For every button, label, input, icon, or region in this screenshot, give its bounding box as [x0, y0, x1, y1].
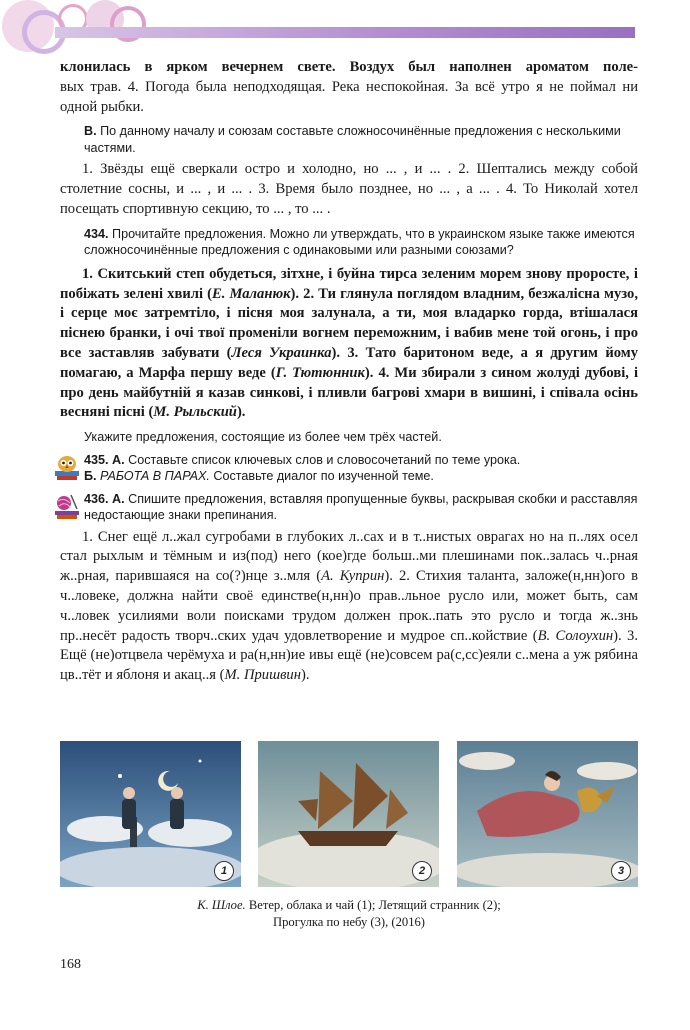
sentence-end: ). [236, 404, 246, 421]
task-text: По данному началу и союзам составьте сложносочинённые предложения с несколькими частями. [84, 124, 621, 155]
task-text: Составьте список ключевых слов и словосочетаний по теме урока. [124, 452, 521, 467]
exercise-number: 436. А. [84, 491, 125, 506]
books-yarn-icon [52, 491, 82, 521]
exercise-436 [60, 491, 638, 524]
exercise-435 [60, 452, 638, 485]
image-caption [60, 897, 638, 931]
exercise-number: 434. [84, 226, 109, 241]
image-badge: 3 [611, 861, 631, 881]
exercise-434-subtask: Укажите предложения, состоящие из более чем трёх частей. [84, 430, 442, 445]
exercise-b-text: 1. Звёзды ещё сверкали остро и холодно, но ... , и ... . 2. Шептались между собой столетние сосны, и ... , и ... . 3. Время было позднее, но ... , а ... . 4. То Николай хотел посещать спортивную секцию, то ... , то ... . [60, 161, 638, 217]
sentence-end: ). [331, 344, 348, 361]
sentence-author: М. Пришвин [224, 667, 301, 684]
image-badge: 2 [412, 861, 432, 881]
caption-line-2: Прогулка по небу (3), (2016) [273, 915, 425, 929]
sentence-text: 1. Снег ещё л..жал сугробами в глубоких л..сах и в т..нистых оврагах но на п..лях осел стал рыхлым и тёмным и из(под) него (кое)где больш..ми плешинами пок..залась ч..рная ж..рная, парившаяся на со(?)нце з..мля ( [60, 528, 638, 585]
exercise-434-task [60, 226, 638, 259]
caption-text: Ветер, облака и чай (1); Летящий странник (2); [245, 898, 501, 912]
sentence-text: 2. Ти глянула поглядом владним, безжалісна музо, і серце моє затремтіло, і пісня моя залунала, а ти, моя владарко горда, втішалася піснею бранки, і очі твої променіли вогнем переможним, і вабив мене той огонь, і про все заставляв забувати ( [60, 285, 638, 361]
sentence-author: Г. Тютюнник [275, 364, 365, 381]
task-text: Прочитайте предложения. Можно ли утверждать, что в украинском языке также имеются сложносочинённые предложения с одинаковыми или разными союзами? [84, 226, 635, 258]
sentence-author: М. Рыльский [153, 404, 237, 421]
illustration-wind-clouds-tea [60, 741, 241, 887]
image-badge: 1 [214, 861, 234, 881]
exercise-436-task [60, 491, 638, 524]
owl-books-icon [52, 452, 82, 482]
sentence-author: Е. Маланюк [211, 285, 291, 302]
painting-image [457, 741, 638, 887]
sentence-author: А. Куприн [321, 568, 385, 585]
exercise-435-a [60, 452, 638, 469]
sentence-text: 3. Тато баритоном веде, а я другим йому помагаю, а Марфа першу веде ( [60, 344, 638, 381]
illustration-flying-wanderer [258, 741, 439, 887]
page-content [60, 58, 638, 686]
illustrations [60, 741, 638, 889]
illustration-sky-walk [457, 741, 638, 887]
page-number: 168 [60, 957, 81, 972]
painting-image [258, 741, 439, 887]
text-line: вых трав. 4. Погода была неподходящая. Река неспокойная. За всё утро я не поймал ни одной рыбки. [60, 78, 638, 115]
sentence-end: ). [290, 285, 304, 302]
task-text: Спишите предложения, вставляя пропущенные буквы, раскрывая скобки и расставляя недостающие знаки препинания. [84, 491, 638, 523]
exercise-435-b [60, 468, 638, 485]
sentence-end: ). [364, 364, 379, 381]
sentence-end: ). [613, 627, 628, 644]
task-text: Составьте диалог по изученной теме. [209, 469, 434, 484]
painting-image [60, 741, 241, 887]
sentence-author: Леся Украинка [231, 344, 332, 361]
sentence-text: 2. Стихия таланта, заложе(н,нн)ого в ч..ловеке, должна найти своё единстве(н,нн)о прав..льное русло или, может быть, сам ч..ловек усилиями воли поисками трудом должен прок..пать это русло и тогда ж..знь пр..несёт радость творч..ских удач удовлетворение и мудрое сп..койствие ( [60, 568, 638, 644]
sentence-text: 4. Ми збирали з сином жолуді дубові, і про день майбутній я казав синкові, і пливли багрові хмари в вишині, і співала осінь весняні пісні ( [60, 364, 639, 421]
task-b [60, 123, 638, 156]
text-line: клонилась в ярком вечернем свете. Воздух был наполнен ароматом поле- [60, 59, 638, 75]
task-italic: РАБОТА В ПАРАХ. [96, 469, 210, 484]
exercise-number: 435. А. [84, 452, 125, 467]
caption-author: К. Шлое. [197, 898, 246, 912]
exercise-434-text [60, 265, 638, 423]
sentence-text: 3. Ещё (не)отцвела черёмуха и ра(н,нн)ие ивы ещё (не)совсем ра(с,сс)еяли с..мена а уж рябина цв..тёт и яблоня и акац..я ( [60, 627, 638, 684]
sentence-end: ). [384, 568, 399, 585]
header-bar [55, 27, 635, 38]
exercise-436-text [60, 528, 638, 686]
caption-line-1 [60, 897, 638, 914]
task-letter: Б. [84, 469, 97, 484]
sentence-author: В. Солоухин [537, 627, 614, 644]
task-letter: В. [84, 124, 97, 139]
sentence-end: ). [300, 667, 310, 684]
sentence-text: 1. Скитський степ обудеться, зітхне, і буйна тирса зеленим морем знову проросте, і побіжать зелені хвилі ( [60, 265, 638, 302]
